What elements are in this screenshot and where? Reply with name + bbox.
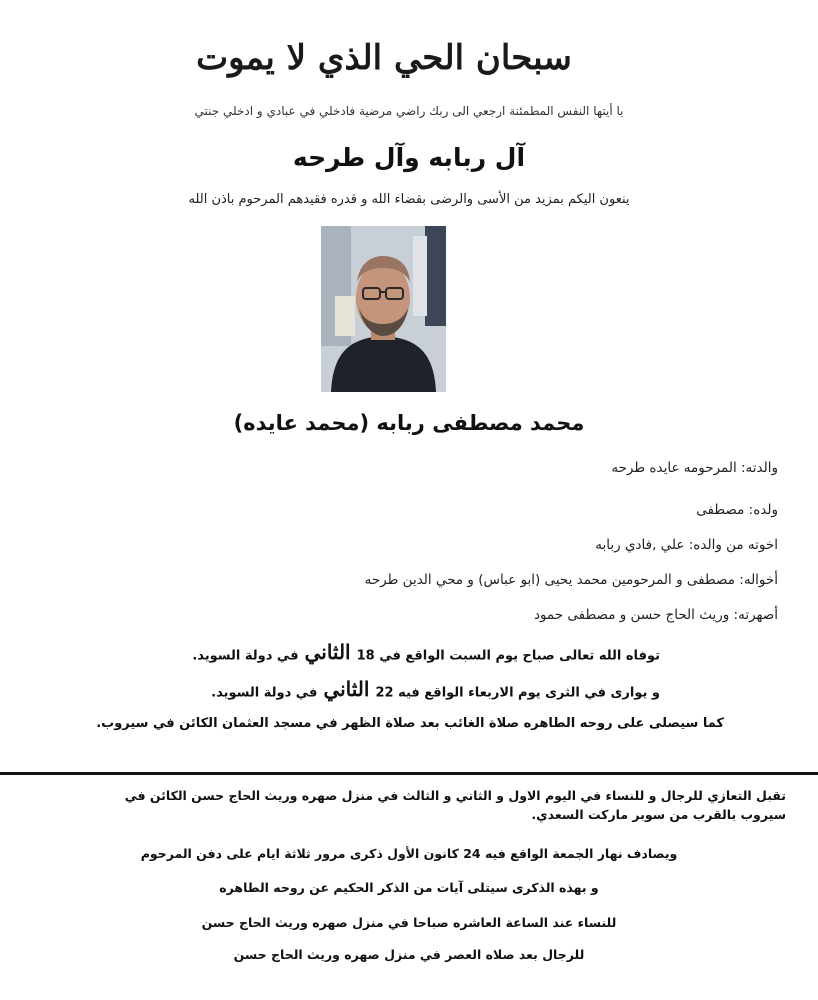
- burial-text: و يوارى في الثرى يوم الاربعاء الواقع فيه 22: [375, 685, 660, 701]
- memorial-quran-line: و بهذه الذكرى سيتلى آيات من الذكر الحكيم عن روحه الطاهره: [219, 880, 599, 895]
- family-title: آل ربابه وآل طرحه: [292, 143, 526, 172]
- calligraphy-text: سبحان الحي الذي لا يموت: [196, 38, 572, 78]
- announcement-line: ينعون اليكم بمزيد من الأسى والرضى بقضاء الله و قدره فقيدهم المرحوم باذن الله: [188, 192, 630, 207]
- burial-line: [211, 677, 660, 705]
- death-line: [192, 640, 660, 668]
- relative-mother: والدته: المرحومه عايده طرحه: [611, 460, 778, 476]
- section-divider: [0, 772, 818, 775]
- women-gathering-line: للنساء عند الساعة العاشره صباحا في منزل صهره وريث الحاج حسن: [201, 915, 617, 930]
- deceased-photo: [321, 226, 446, 392]
- death-place: في دولة السويد.: [192, 648, 299, 664]
- header-calligraphy: [196, 22, 572, 94]
- burial-place: في دولة السويد.: [211, 685, 318, 701]
- quran-verse: يا أيتها النفس المطمئنة ارجعي الى ربك راضي مرضية فادخلي في عبادي و ادخلي جنتي: [194, 104, 624, 118]
- relative-son: ولده: مصطفى: [696, 502, 778, 518]
- condolence-text: تقبل التعازي للرجال و للنساء في اليوم الاول و الثاني و الثالث في منزل صهره وريث الحاج حسن الكائن في سيروب بالقرب من سوبر ماركت السعدي.: [124, 788, 786, 822]
- prayer-line: كما سيصلى على روحه الطاهره صلاة الغائب بعد صلاة الظهر في مسجد العثمان الكائن في سيروب.: [96, 716, 724, 731]
- memorial-line: ويصادف نهار الجمعة الواقع فيه 24 كانون الأول ذكرى مرور ثلاثة ايام على دفن المرحوم: [140, 846, 678, 861]
- deceased-name: محمد مصطفى ربابه (محمد عايده): [233, 411, 585, 435]
- relative-uncles: أخواله: مصطفى و المرحومين محمد يحيى (ابو عباس) و محي الدين طرحه: [364, 572, 778, 588]
- relative-in-laws: أصهرته: وريث الحاج حسن و مصطفى حمود: [533, 607, 778, 623]
- men-gathering-line: للرجال بعد صلاه العصر في منزل صهره وريث الحاج حسن: [233, 947, 585, 962]
- portrait-illustration: [321, 226, 446, 392]
- relative-brothers: اخوته من والده: علي ,فادي ربابه: [595, 537, 778, 553]
- burial-month-word: الثاني: [323, 677, 370, 701]
- death-month-word: الثاني: [304, 640, 351, 664]
- death-text: توفاه الله تعالى صباح يوم السبت الواقع في 18: [356, 648, 660, 664]
